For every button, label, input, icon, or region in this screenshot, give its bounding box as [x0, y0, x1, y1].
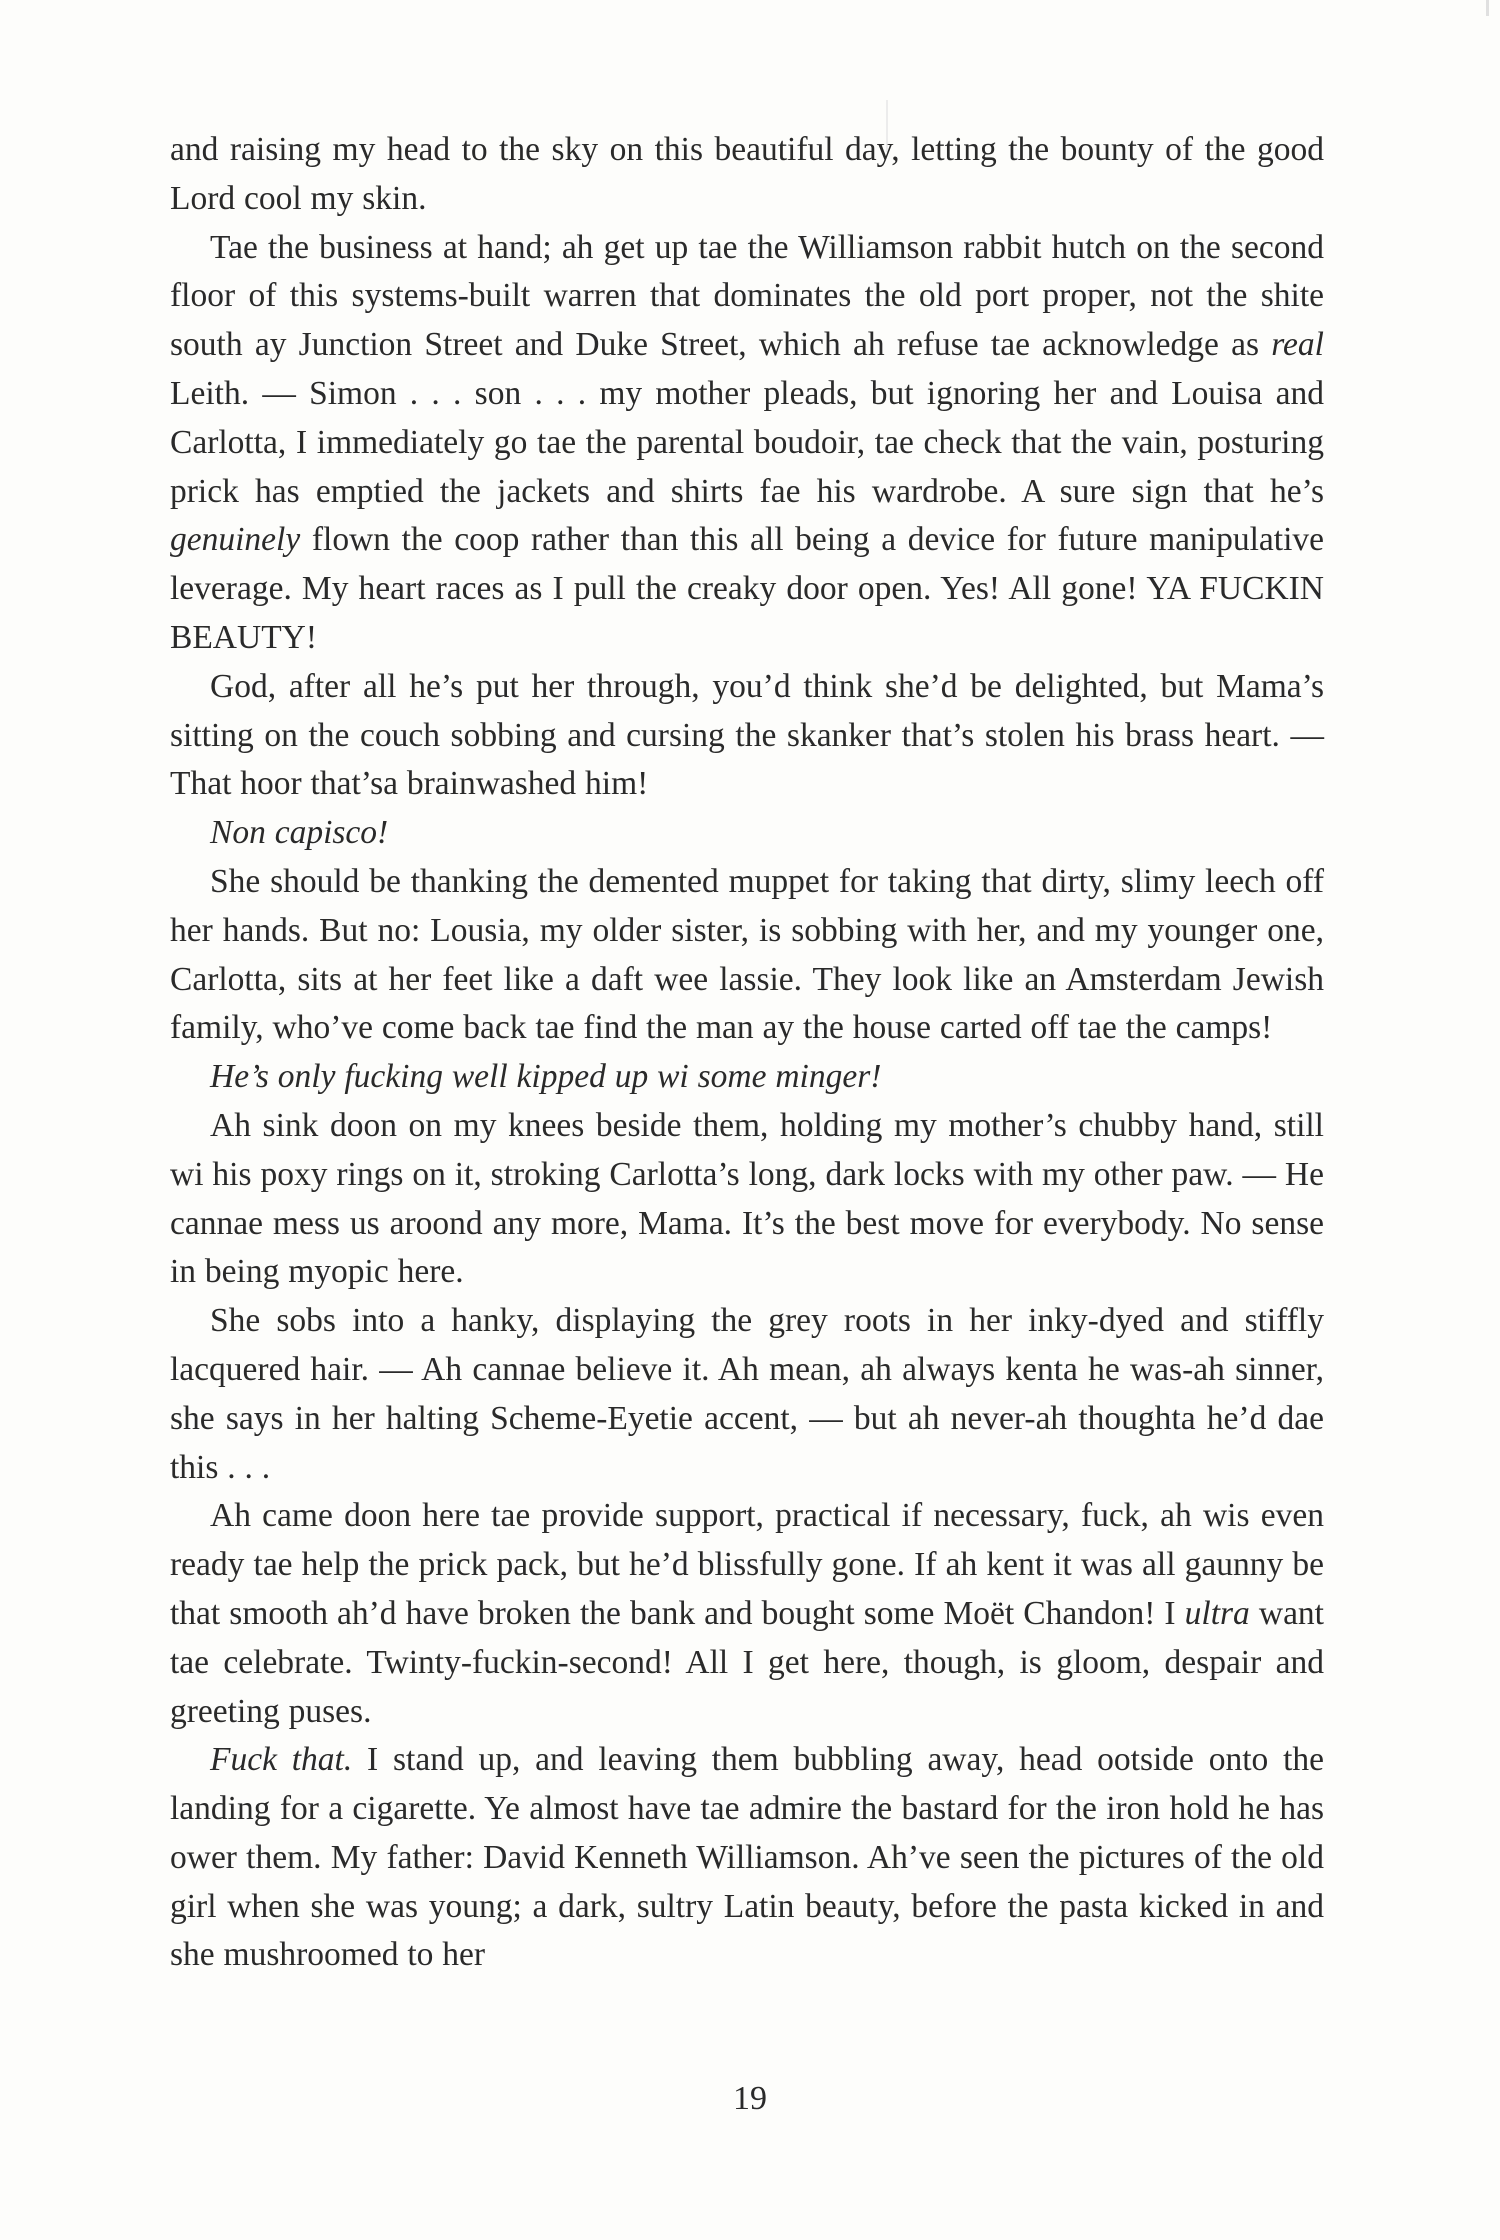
paragraph [170, 1736, 1324, 1980]
text-run: Ah sink doon on my knees beside them, holding my mother’s chubby hand, still wi his poxy rings on it, stroking Carlotta’s long, dark locks with my other paw. — He cannae mess us aroond any more, Mama. It’s the best move for everybody. No sense in being myopic here. [170, 1106, 1324, 1291]
text-run: flown the coop rather than this all being a device for future manipulative leverage. My heart races as I pull the creaky door open. Yes! All gone! YA FUCKIN BEAUTY! [170, 521, 1324, 656]
text-run: Non capisco! [210, 814, 389, 852]
paragraph [170, 224, 1324, 663]
paragraph [170, 126, 1324, 224]
paragraph [170, 1297, 1324, 1492]
text-run: Leith. — Simon . . . son . . . my mother pleads, but ignoring her and Louisa and Carlotta, I immediately go tae the parental boudoir, tae check that the vain, posturing prick has emptied the jackets and shirts fae his wardrobe. A sure sign that he’s [170, 374, 1324, 510]
scan-artifact-edge [1486, 0, 1489, 16]
body-text [170, 126, 1324, 1980]
paragraph [170, 809, 1324, 858]
paragraph [170, 1053, 1324, 1102]
text-run: want tae celebrate. Twinty-fuckin-second! All I get here, though, is gloom, despair and greeting puses. [170, 1594, 1324, 1730]
italic-text: genuinely [170, 521, 301, 559]
italic-text: ultra [1184, 1594, 1250, 1632]
text-run: She should be thanking the demented muppet for taking that dirty, slimy leech off her hands. But no: Lousia, my older sister, is sobbing with her, and my younger one, Carlotta, sits at her feet like a daft wee lassie. They look like an Amsterdam Jewish family, who’ve come back tae find the man ay the house carted off tae the camps! [170, 862, 1324, 1047]
italic-text: real [1271, 326, 1324, 364]
text-run: and raising my head to the sky on this beautiful day, letting the bounty of the good Lord cool my skin. [170, 131, 1324, 217]
paragraph [170, 858, 1324, 1053]
paragraph [170, 1492, 1324, 1736]
text-run: She sobs into a hanky, displaying the grey roots in her inky-dyed and stiffly lacquered hair. — Ah cannae believe it. Ah mean, ah always kenta he was-ah sinner, she says in her halting Scheme-Eyetie accent, — but ah never-ah thoughta he’d dae this . . . [170, 1302, 1324, 1486]
italic-text: Fuck that. [210, 1741, 353, 1779]
text-run: Tae the business at hand; ah get up tae the Williamson rabbit hutch on the second floor of this systems-built warren that dominates the old port proper, not the shite south ay Junction Street and Duke Street, which ah refuse tae acknowledge as [170, 228, 1324, 364]
text-run: God, after all he’s put her through, you’d think she’d be delighted, but Mama’s sitting on the couch sobbing and cursing the skanker that’s stolen his brass heart. — That hoor that’sa brainwashed him! [170, 667, 1324, 803]
paragraph [170, 1102, 1324, 1297]
paragraph [170, 663, 1324, 809]
text-run: I stand up, and leaving them bubbling away, head ootside onto the landing for a cigarette. Ye almost have tae admire the bastard for the iron hold he has ower them. My father: David Kenneth Williamson. Ah’ve seen the pictures of the old girl when she was young; a dark, sultry Latin beauty, before the pasta kicked in and she mushroomed to her [170, 1741, 1324, 1974]
page-number: 19 [733, 2080, 767, 2117]
text-run: Ah came doon here tae provide support, practical if necessary, fuck, ah wis even ready tae help the prick pack, but he’d blissfully gone. If ah kent it was all gaunny be that smooth ah’d have broken the bank and bought some Moët Chandon! I [170, 1497, 1324, 1632]
text-run: He’s only fucking well kipped up wi some minger! [210, 1058, 882, 1096]
